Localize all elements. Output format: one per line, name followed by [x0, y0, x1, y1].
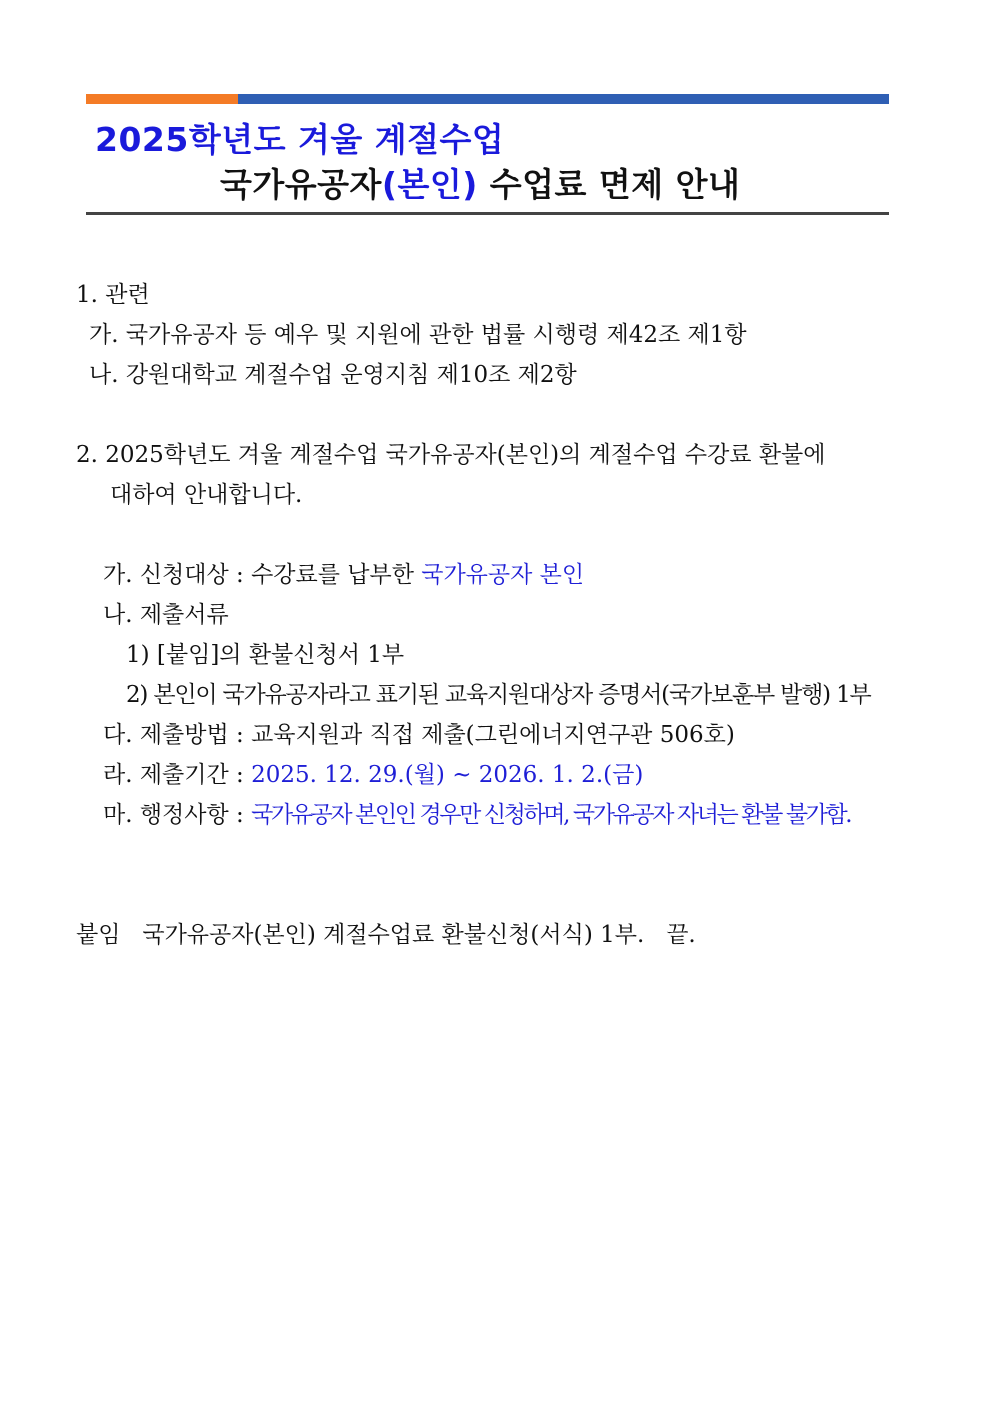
detail-document-1: 1) [붙임]의 환불신청서 1부 — [126, 642, 405, 668]
section1-item-a: 가. 국가유공자 등 예우 및 지원에 관한 법률 시행령 제42조 제1항 — [89, 322, 747, 348]
section1-item-b: 나. 강원대학교 계절수업 운영지침 제10조 제2항 — [89, 362, 577, 388]
title-line1-text: 2025학년도 겨울 계절수업 — [95, 120, 505, 159]
title-line2-part-a: 국가유공자 — [220, 165, 382, 204]
attachment-line: 붙임 국가유공자(본인) 계절수업료 환불신청(서식) 1부. 끝. — [76, 922, 696, 948]
detail-admin-notes — [103, 802, 850, 830]
detail-target-value: 국가유공자 본인 — [421, 562, 585, 588]
header-accent-bar-orange — [86, 94, 238, 104]
detail-target-label: 가. 신청대상 : 수강료를 납부한 — [103, 562, 422, 588]
title-line2-part-c: 수업료 면제 안내 — [477, 165, 741, 204]
section2-line1: 2. 2025학년도 겨울 계절수업 국가유공자(본인)의 계절수업 수강료 환불에 — [76, 442, 826, 468]
detail-submission-method: 다. 제출방법 : 교육지원과 직접 제출(그린에너지연구관 506호) — [103, 722, 735, 748]
detail-documents-heading: 나. 제출서류 — [103, 602, 229, 628]
detail-admin-label: 마. 행정사항 : — [103, 802, 252, 828]
detail-period-label: 라. 제출기간 : — [103, 762, 252, 788]
title-line2-part-b: (본인) — [381, 165, 478, 204]
section2-line2: 대하여 안내합니다. — [110, 482, 303, 508]
page-title-line1 — [95, 114, 504, 161]
page-title-line2 — [220, 159, 740, 206]
detail-period-value: 2025. 12. 29.(월) ~ 2026. 1. 2.(금) — [251, 762, 644, 788]
header-accent-bar-blue — [238, 94, 889, 104]
detail-submission-period — [103, 762, 643, 790]
detail-document-2: 2) 본인이 국가유공자라고 표기된 교육지원대상자 증명서(국가보훈부 발행) 1부 — [126, 682, 871, 708]
detail-admin-value: 국가유공자 본인인 경우만 신청하며, 국가유공자 자녀는 환불 불가함. — [251, 802, 851, 828]
section1-heading: 1. 관련 — [76, 282, 150, 308]
title-underline — [86, 212, 889, 215]
detail-target — [103, 562, 584, 590]
